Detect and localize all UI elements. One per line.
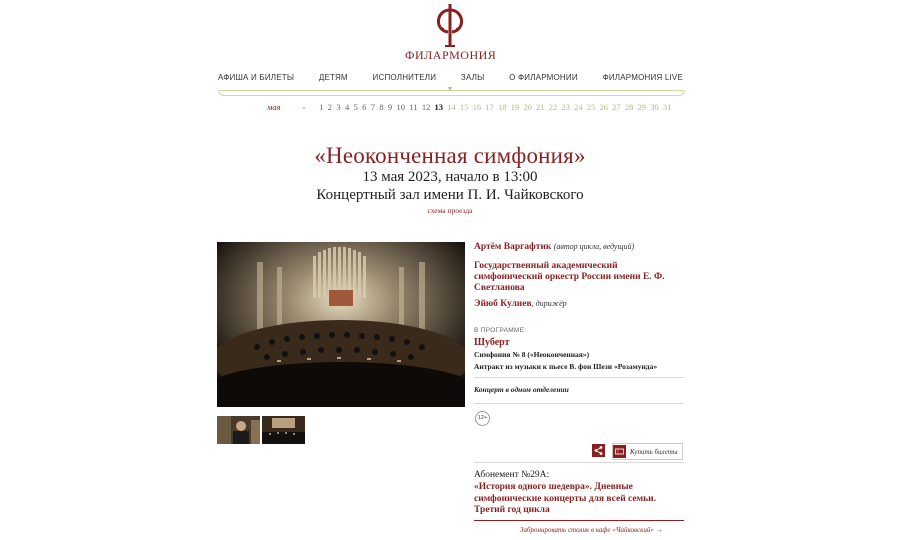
performer-host: [474, 242, 686, 252]
day-14[interactable]: 14: [447, 102, 456, 112]
thumbnail-image: [217, 416, 260, 444]
philharmonia-logo-icon: [428, 2, 472, 48]
date-selector: [267, 101, 673, 113]
thumbnail-2[interactable]: [262, 416, 305, 444]
day-1[interactable]: 1: [319, 102, 324, 112]
thumbnail-image: [262, 416, 305, 444]
nav-caret-icon: ▼: [446, 85, 454, 93]
divider: [474, 462, 684, 463]
main-nav: [218, 73, 683, 82]
day-7[interactable]: 7: [370, 102, 375, 112]
day-25[interactable]: 25: [586, 102, 596, 112]
divider: [474, 403, 684, 404]
nav-item-children[interactable]: ДЕТЯМ: [318, 73, 348, 82]
day-8[interactable]: 8: [379, 102, 384, 112]
event-datetime: 13 мая 2023, начало в 13:00: [362, 169, 538, 185]
day-3[interactable]: 3: [336, 102, 341, 112]
route-map-link[interactable]: схема проезда: [427, 206, 473, 215]
day-20[interactable]: 20: [523, 102, 532, 112]
day-31[interactable]: 31: [662, 102, 672, 112]
day-list: [317, 102, 673, 112]
day-5[interactable]: 5: [353, 102, 358, 112]
host-name[interactable]: Артём Варгафтик: [474, 242, 552, 252]
buy-tickets-label: Купить билеты: [630, 447, 678, 456]
event-title: «Неоконченная симфония»: [314, 143, 586, 168]
day-29[interactable]: 29: [637, 102, 646, 112]
day-30[interactable]: 30: [650, 102, 659, 112]
day-2[interactable]: 2: [327, 102, 333, 112]
conductor-name[interactable]: Эйюб Кулиев: [474, 299, 532, 309]
site-logo[interactable]: [405, 2, 495, 64]
month-select[interactable]: мая: [267, 102, 281, 112]
orchestra-name[interactable]: Государственный академический симфонический оркестр России имени Е. Ф. Светланова: [474, 261, 665, 293]
buy-tickets-button[interactable]: [612, 443, 683, 460]
day-6[interactable]: 6: [362, 102, 367, 112]
logo-wordmark: ФИЛАРМОНИЯ: [405, 48, 497, 62]
nav-item-performers[interactable]: ИСПОЛНИТЕЛИ: [372, 73, 437, 82]
program-composer[interactable]: Шуберт: [474, 337, 510, 348]
divider: [474, 520, 684, 521]
nav-item-halls[interactable]: ЗАЛЫ: [460, 73, 485, 82]
program-work: Симфония № 8 («Неоконченная»): [474, 350, 590, 359]
program-heading: В ПРОГРАММЕ:: [474, 327, 527, 334]
day-16[interactable]: 16: [472, 102, 482, 112]
nav-item-live[interactable]: ФИЛАРМОНИЯ LIVE: [602, 73, 683, 82]
ticket-icon: [613, 445, 626, 458]
day-19[interactable]: 19: [510, 102, 520, 112]
share-button[interactable]: [592, 444, 605, 457]
subscription-heading: Абонемент №29А:: [474, 470, 550, 480]
day-12[interactable]: 12: [421, 102, 431, 112]
day-10[interactable]: 10: [396, 102, 405, 112]
divider: [474, 377, 684, 378]
thumbnail-1[interactable]: [217, 416, 260, 444]
performer-conductor: [474, 299, 686, 309]
day-26[interactable]: 26: [599, 102, 608, 112]
chevron-down-icon[interactable]: ⌄: [301, 103, 307, 111]
day-28[interactable]: 28: [624, 102, 634, 112]
event-venue[interactable]: Концертный зал имени П. И. Чайковского: [316, 187, 584, 203]
day-11[interactable]: 11: [409, 102, 418, 112]
share-icon: [592, 444, 605, 457]
day-13[interactable]: 13: [434, 102, 443, 112]
day-17[interactable]: 17: [485, 102, 494, 112]
day-24[interactable]: 24: [574, 102, 583, 112]
nav-item-afisha[interactable]: АФИША И БИЛЕТЫ: [218, 73, 295, 82]
conductor-role: , дирижёр: [531, 299, 567, 308]
concert-hall-image: [217, 242, 465, 407]
day-4[interactable]: 4: [344, 102, 350, 112]
program-note: Концерт в одном отделении: [474, 385, 569, 394]
day-21[interactable]: 21: [536, 102, 545, 112]
cafe-booking-link[interactable]: Забронировать столик в кафе «Чайковский» →: [520, 526, 663, 534]
day-27[interactable]: 27: [612, 102, 621, 112]
day-18[interactable]: 18: [497, 102, 507, 112]
program-work: Антракт из музыки к пьесе В. фон Шези «Розамунда»: [474, 362, 658, 371]
concert-photo[interactable]: [217, 242, 465, 407]
subscription-link[interactable]: «История одного шедевра». Дневные симфонические концерты для всей семьи. Третий год цикла: [474, 482, 656, 515]
day-9[interactable]: 9: [387, 102, 393, 112]
day-22[interactable]: 22: [548, 102, 558, 112]
day-15[interactable]: 15: [459, 102, 469, 112]
host-role: (автор цикла, ведущий): [553, 242, 635, 251]
nav-item-about[interactable]: О ФИЛАРМОНИИ: [509, 73, 578, 82]
day-23[interactable]: 23: [561, 102, 570, 112]
age-rating-badge: 12+: [475, 411, 490, 426]
